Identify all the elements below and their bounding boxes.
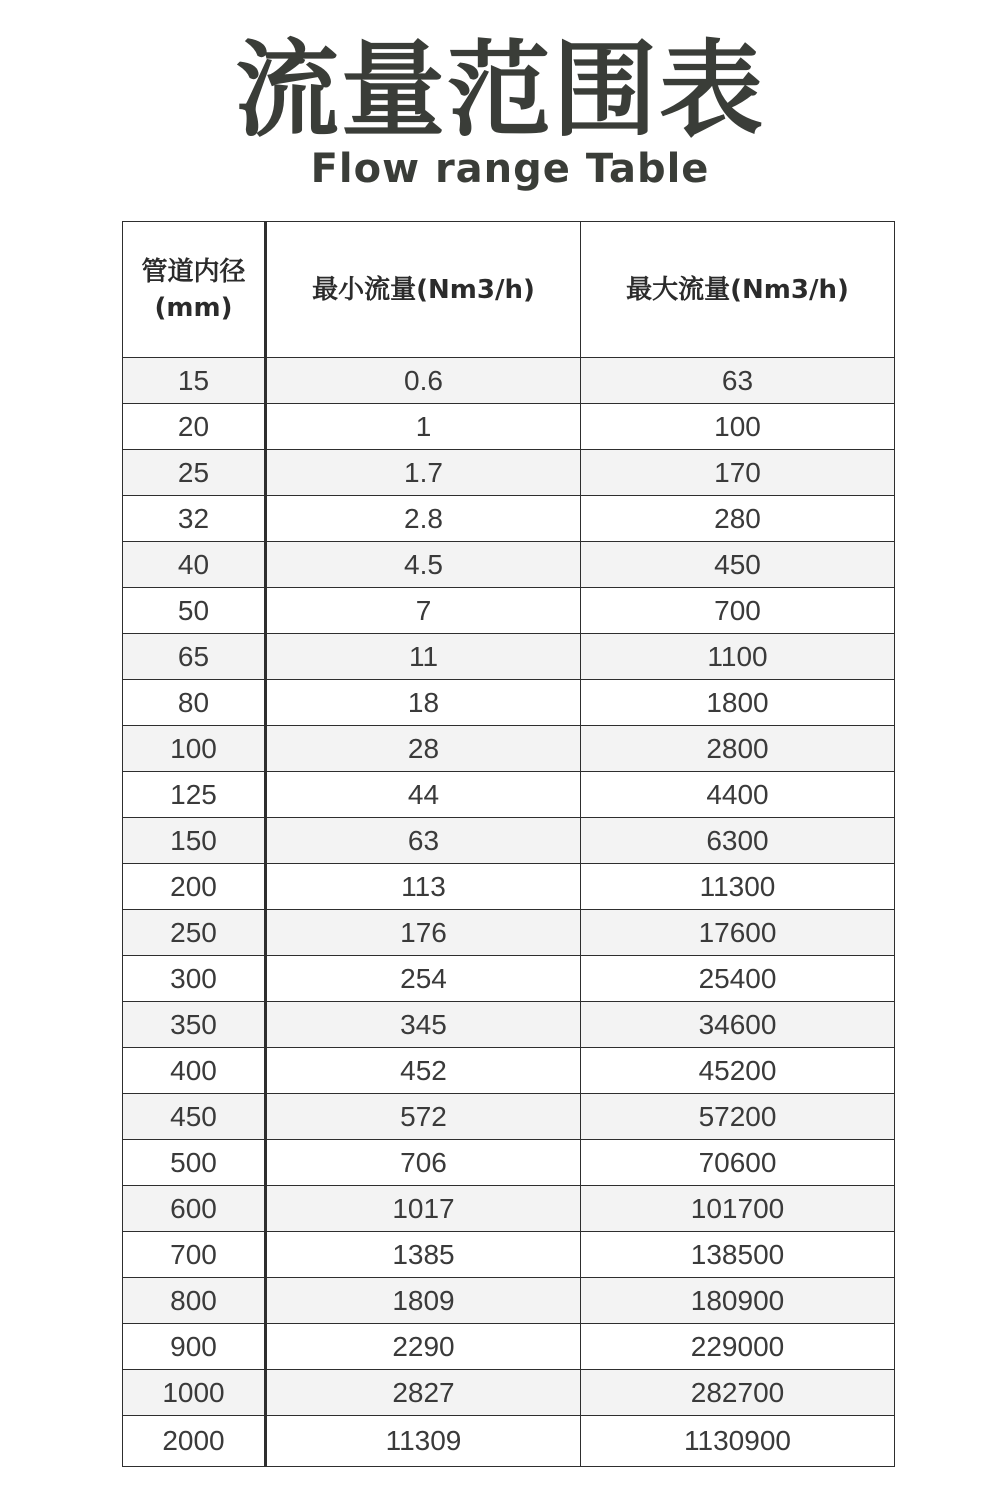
header-pipe-diameter <box>123 222 266 358</box>
table-row <box>123 1048 895 1094</box>
cell-max-flow: 17600 <box>581 910 895 956</box>
cell-max-flow: 63 <box>581 358 895 404</box>
cell-pipe-diameter: 900 <box>123 1324 266 1370</box>
cell-min-flow: 11 <box>266 634 581 680</box>
cell-max-flow: 282700 <box>581 1370 895 1416</box>
cell-pipe-diameter: 125 <box>123 772 266 818</box>
cell-min-flow: 254 <box>266 956 581 1002</box>
cell-pipe-diameter: 250 <box>123 910 266 956</box>
cell-min-flow: 1 <box>266 404 581 450</box>
table-row <box>123 634 895 680</box>
cell-min-flow: 4.5 <box>266 542 581 588</box>
cell-pipe-diameter: 80 <box>123 680 266 726</box>
cell-max-flow: 138500 <box>581 1232 895 1278</box>
cell-min-flow: 345 <box>266 1002 581 1048</box>
cell-min-flow: 1385 <box>266 1232 581 1278</box>
cell-pipe-diameter: 450 <box>123 1094 266 1140</box>
header-max-flow: 最大流量(Nm3/h) <box>581 222 895 358</box>
table-row <box>123 1416 895 1467</box>
table-row <box>123 818 895 864</box>
cell-min-flow: 0.6 <box>266 358 581 404</box>
cell-max-flow: 2800 <box>581 726 895 772</box>
cell-pipe-diameter: 20 <box>123 404 266 450</box>
cell-min-flow: 28 <box>266 726 581 772</box>
cell-max-flow: 229000 <box>581 1324 895 1370</box>
cell-pipe-diameter: 700 <box>123 1232 266 1278</box>
cell-max-flow: 45200 <box>581 1048 895 1094</box>
table-row <box>123 1278 895 1324</box>
cell-pipe-diameter: 200 <box>123 864 266 910</box>
table-row <box>123 1324 895 1370</box>
table-row <box>123 404 895 450</box>
table-row <box>123 496 895 542</box>
cell-pipe-diameter: 150 <box>123 818 266 864</box>
table-row <box>123 542 895 588</box>
cell-pipe-diameter: 25 <box>123 450 266 496</box>
cell-min-flow: 176 <box>266 910 581 956</box>
table-row <box>123 588 895 634</box>
cell-max-flow: 57200 <box>581 1094 895 1140</box>
cell-max-flow: 70600 <box>581 1140 895 1186</box>
cell-max-flow: 1130900 <box>581 1416 895 1467</box>
table-row <box>123 726 895 772</box>
cell-min-flow: 11309 <box>266 1416 581 1467</box>
flow-range-table <box>122 221 895 1467</box>
cell-pipe-diameter: 600 <box>123 1186 266 1232</box>
cell-max-flow: 100 <box>581 404 895 450</box>
table-row <box>123 1140 895 1186</box>
table-row <box>123 772 895 818</box>
table-header-row <box>123 222 895 358</box>
table-row <box>123 956 895 1002</box>
table-row <box>123 1002 895 1048</box>
cell-min-flow: 1809 <box>266 1278 581 1324</box>
table-row <box>123 680 895 726</box>
cell-max-flow: 25400 <box>581 956 895 1002</box>
table-row <box>123 1094 895 1140</box>
cell-max-flow: 34600 <box>581 1002 895 1048</box>
cell-min-flow: 7 <box>266 588 581 634</box>
cell-min-flow: 706 <box>266 1140 581 1186</box>
table-row <box>123 1186 895 1232</box>
cell-max-flow: 280 <box>581 496 895 542</box>
header-pipe-diameter-unit: (mm) <box>154 292 233 323</box>
cell-max-flow: 450 <box>581 542 895 588</box>
table-row <box>123 1370 895 1416</box>
cell-max-flow: 4400 <box>581 772 895 818</box>
cell-min-flow: 44 <box>266 772 581 818</box>
table-row <box>123 864 895 910</box>
cell-pipe-diameter: 350 <box>123 1002 266 1048</box>
header-min-flow: 最小流量(Nm3/h) <box>266 222 581 358</box>
table-row <box>123 1232 895 1278</box>
header-pipe-diameter-label: 管道内径 <box>141 256 246 287</box>
cell-max-flow: 700 <box>581 588 895 634</box>
cell-pipe-diameter: 65 <box>123 634 266 680</box>
cell-max-flow: 1100 <box>581 634 895 680</box>
cell-min-flow: 1017 <box>266 1186 581 1232</box>
table-row <box>123 358 895 404</box>
cell-min-flow: 452 <box>266 1048 581 1094</box>
cell-pipe-diameter: 500 <box>123 1140 266 1186</box>
cell-pipe-diameter: 32 <box>123 496 266 542</box>
cell-min-flow: 572 <box>266 1094 581 1140</box>
cell-min-flow: 2827 <box>266 1370 581 1416</box>
cell-pipe-diameter: 40 <box>123 542 266 588</box>
cell-pipe-diameter: 15 <box>123 358 266 404</box>
cell-max-flow: 1800 <box>581 680 895 726</box>
cell-max-flow: 6300 <box>581 818 895 864</box>
cell-max-flow: 170 <box>581 450 895 496</box>
table-row <box>123 910 895 956</box>
cell-min-flow: 113 <box>266 864 581 910</box>
cell-max-flow: 101700 <box>581 1186 895 1232</box>
cell-pipe-diameter: 300 <box>123 956 266 1002</box>
cell-min-flow: 2.8 <box>266 496 581 542</box>
cell-pipe-diameter: 100 <box>123 726 266 772</box>
cell-pipe-diameter: 800 <box>123 1278 266 1324</box>
cell-min-flow: 63 <box>266 818 581 864</box>
cell-min-flow: 2290 <box>266 1324 581 1370</box>
cell-max-flow: 11300 <box>581 864 895 910</box>
cell-max-flow: 180900 <box>581 1278 895 1324</box>
cell-pipe-diameter: 2000 <box>123 1416 266 1467</box>
cell-pipe-diameter: 1000 <box>123 1370 266 1416</box>
page-title: 流量范围表 <box>234 29 765 151</box>
page-subtitle: Flow range Table <box>310 146 710 192</box>
cell-pipe-diameter: 400 <box>123 1048 266 1094</box>
table-row <box>123 450 895 496</box>
cell-min-flow: 18 <box>266 680 581 726</box>
table-body <box>123 358 895 1467</box>
cell-pipe-diameter: 50 <box>123 588 266 634</box>
cell-min-flow: 1.7 <box>266 450 581 496</box>
